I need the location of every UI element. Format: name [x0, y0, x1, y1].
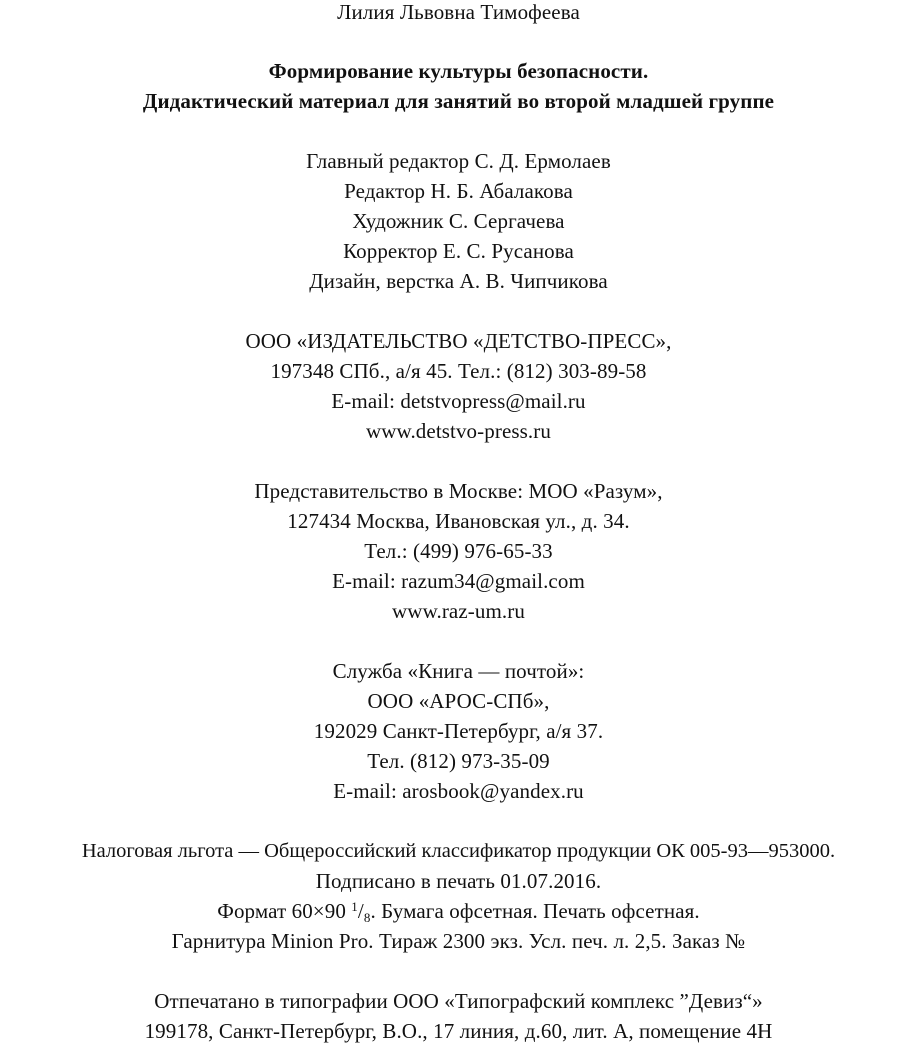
- mail-service-phone: Тел. (812) 973-35-09: [367, 749, 550, 773]
- format-denominator: 8: [363, 910, 371, 925]
- mail-service-email: E-mail: arosbook@yandex.ru: [333, 779, 584, 803]
- credit-design: Дизайн, верстка А. В. Чипчикова: [309, 269, 608, 293]
- signed-to-print-line: Подписано в печать 01.07.2016.: [315, 869, 602, 893]
- printing-house-name: Отпечатано в типографии ООО «Типографский комплекс ”Девиз“»: [154, 989, 763, 1013]
- mail-service-title: Служба «Книга — почтой»:: [332, 659, 585, 683]
- tax-benefit-line: Налоговая льгота — Общероссийский классификатор продукции ОК 005-93—953000.: [81, 840, 836, 862]
- moscow-office-website: www.raz-um.ru: [392, 599, 525, 623]
- printing-house-address: 199178, Санкт-Петербург, В.О., 17 линия, д.60, лит. А, помещение 4Н: [144, 1019, 773, 1043]
- mail-service-address: 192029 Санкт-Петербург, а/я 37.: [313, 719, 604, 743]
- credit-chief-editor: Главный редактор С. Д. Ермолаев: [306, 149, 611, 173]
- format-suffix: . Бумага офсетная. Печать офсетная.: [370, 899, 700, 923]
- publisher-email: E-mail: detstvopress@mail.ru: [331, 389, 586, 413]
- book-title-line-2: Дидактический материал для занятий во второй младшей группе: [142, 89, 775, 113]
- credit-artist: Художник С. Сергачева: [352, 209, 565, 233]
- format-prefix: Формат 60×90: [217, 899, 352, 923]
- publisher-name: ООО «ИЗДАТЕЛЬСТВО «ДЕТСТВО-ПРЕСС»,: [245, 329, 672, 353]
- book-title-line-1: Формирование культуры безопасности.: [268, 59, 649, 83]
- publisher-website: www.detstvo-press.ru: [366, 419, 551, 443]
- format-slash: /: [357, 899, 364, 923]
- credit-proofreader: Корректор Е. С. Русанова: [343, 239, 574, 263]
- moscow-office-address: 127434 Москва, Ивановская ул., д. 34.: [287, 509, 630, 533]
- moscow-office-name: Представительство в Москве: МОО «Разум»,: [254, 479, 663, 503]
- format-numerator: 1: [351, 899, 358, 914]
- mail-service-company: ООО «АРОС-СПб»,: [367, 689, 550, 713]
- author-name: Лилия Львовна Тимофеева: [337, 0, 580, 24]
- format-line: [0, 896, 917, 926]
- credit-editor: Редактор Н. Б. Абалакова: [344, 179, 573, 203]
- moscow-office-phone: Тел.: (499) 976-65-33: [364, 539, 553, 563]
- moscow-office-email: E-mail: razum34@gmail.com: [332, 569, 585, 593]
- publisher-address: 197348 СПб., а/я 45. Тел.: (812) 303-89-58: [270, 359, 647, 383]
- typeface-line: Гарнитура Minion Pro. Тираж 2300 экз. Усл. печ. л. 2,5. Заказ №: [171, 929, 746, 953]
